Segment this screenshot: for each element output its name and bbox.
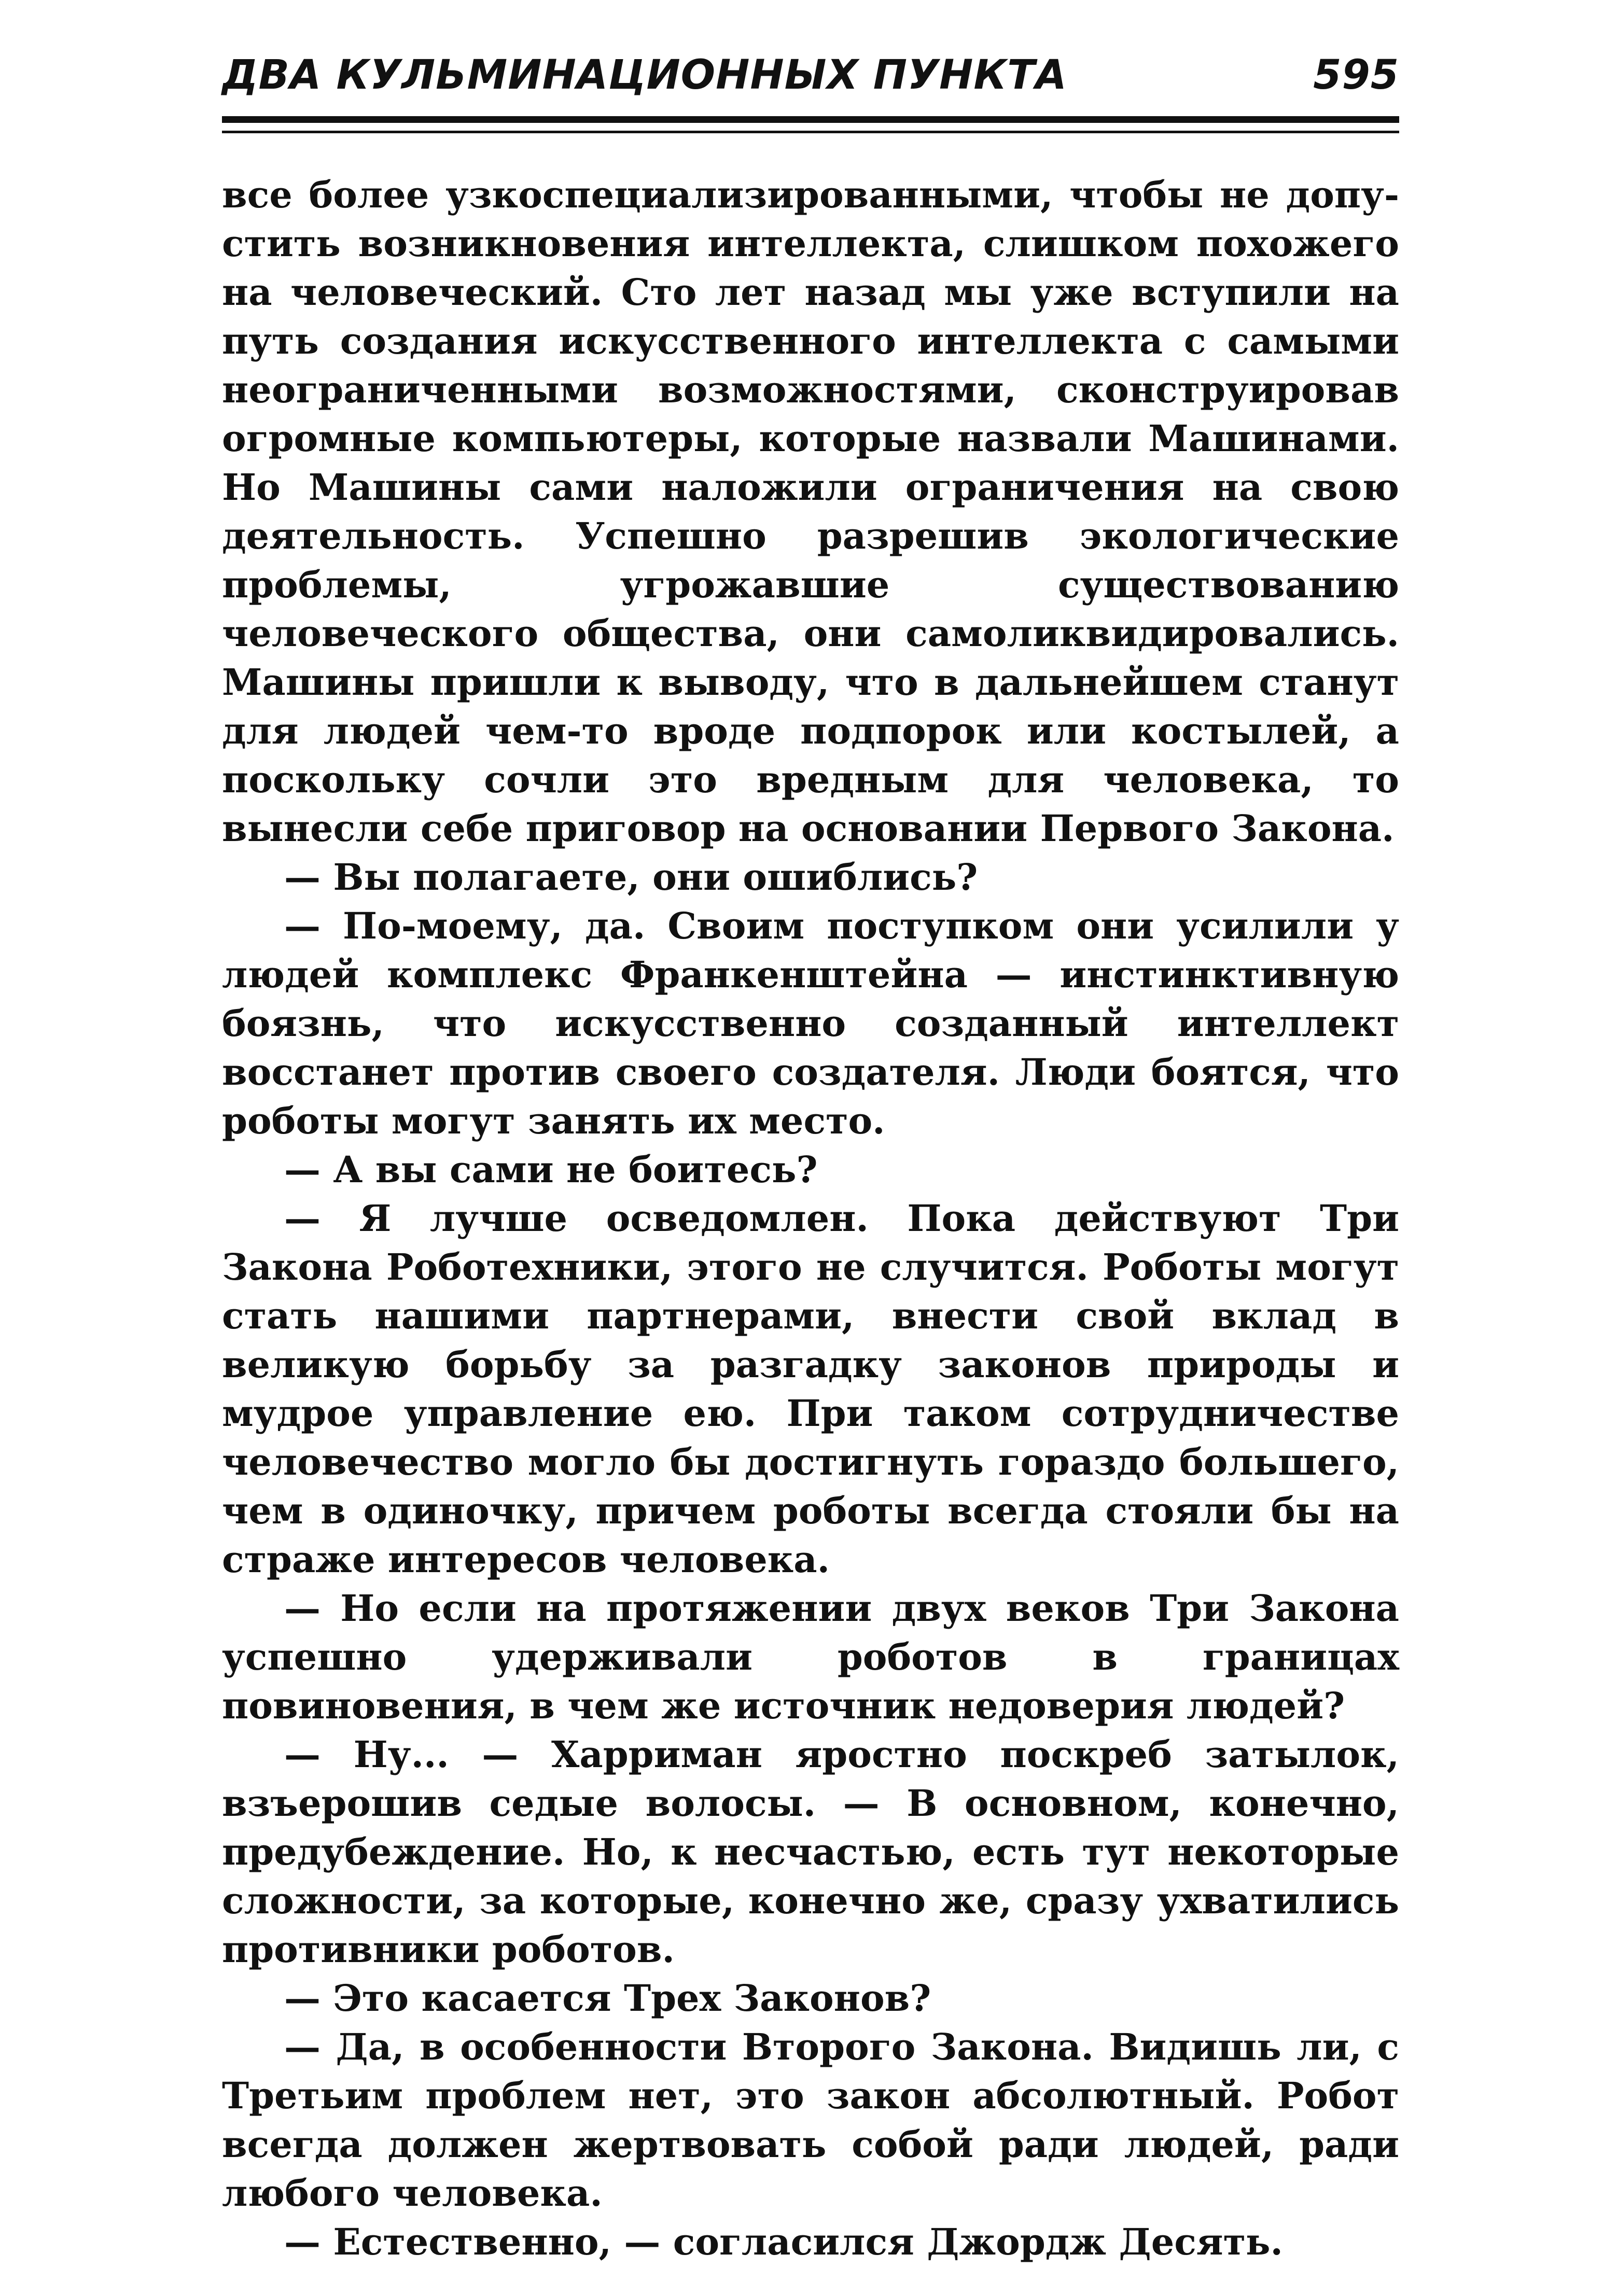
text-body: [222, 171, 1399, 2266]
book-page: [222, 46, 1399, 2263]
paragraph: — Но если на протяжении двух веков Три Закона успешно удерживали роботов в границах повиновения, в чем же источник недоверия людей?: [222, 1587, 1399, 1727]
paragraph: — А вы сами не боитесь?: [284, 1148, 818, 1191]
header-rule-thin: [222, 131, 1399, 133]
paragraph: все более узкоспециализированными, чтобы не допустить возникновения интеллекта, слишком похожего на человеческий. Сто лет назад мы уже вступили на путь создания искусственного интеллекта с самыми неограниченными возможностями, сконструировав огромные компьютеры, которые назвали Машинами. Но Машины сами наложили ограничения на свою деятельность. Успешно разрешив экологические проблемы, угрожавшие существованию человеческого общества, они самоликвидировались. Машины пришли к выводу, что в дальнейшем станут для людей чем-то вроде подпорок или костылей, а поскольку сочли это вредным для человека, то вынесли себе приговор на основании Первого Закона.: [222, 173, 1399, 850]
paragraph: — Это касается Трех Законов?: [284, 1977, 931, 2020]
paragraph: — По-моему, да. Своим поступком они усилили у людей комплекс Франкенштейна — инстинктивную боязнь, что искусственно созданный интеллект восстанет против своего создателя. Люди боятся, что роботы могут занять их место.: [222, 904, 1399, 1142]
paragraph: — Ну... — Харриман яростно поскреб затылок, взъерошив седые волосы. — В основном, конечно, предубеждение. Но, к несчастью, есть тут некоторые сложности, за которые, конечно же, сразу ухватились противники роботов.: [222, 1733, 1399, 1971]
page-number: 595: [1313, 52, 1399, 99]
paragraph: — Да, в особенности Второго Закона. Видишь ли, с Третьим проблем нет, это закон абсолютный. Робот всегда должен жертвовать собой ради людей, ради любого человека.: [222, 2025, 1399, 2215]
paragraph: — Естественно, — согласился Джордж Десять.: [284, 2220, 1283, 2263]
running-title: ДВА КУЛЬМИНАЦИОННЫХ ПУНКТА: [222, 52, 1067, 99]
paragraph: — Я лучше осведомлен. Пока действуют Три Закона Роботехники, этого не случится. Роботы могут стать нашими партнерами, внести свой вклад в великую борьбу за разгадку законов природы и мудрое управление ею. При таком сотрудничестве человечество могло бы достигнуть гораздо большего, чем в одиночку, причем роботы всегда стояли бы на страже интересов человека.: [222, 1197, 1399, 1581]
running-head: [222, 46, 1399, 103]
paragraph: — Вы полагаете, они ошиблись?: [284, 856, 978, 899]
header-rule-thick: [222, 116, 1399, 123]
